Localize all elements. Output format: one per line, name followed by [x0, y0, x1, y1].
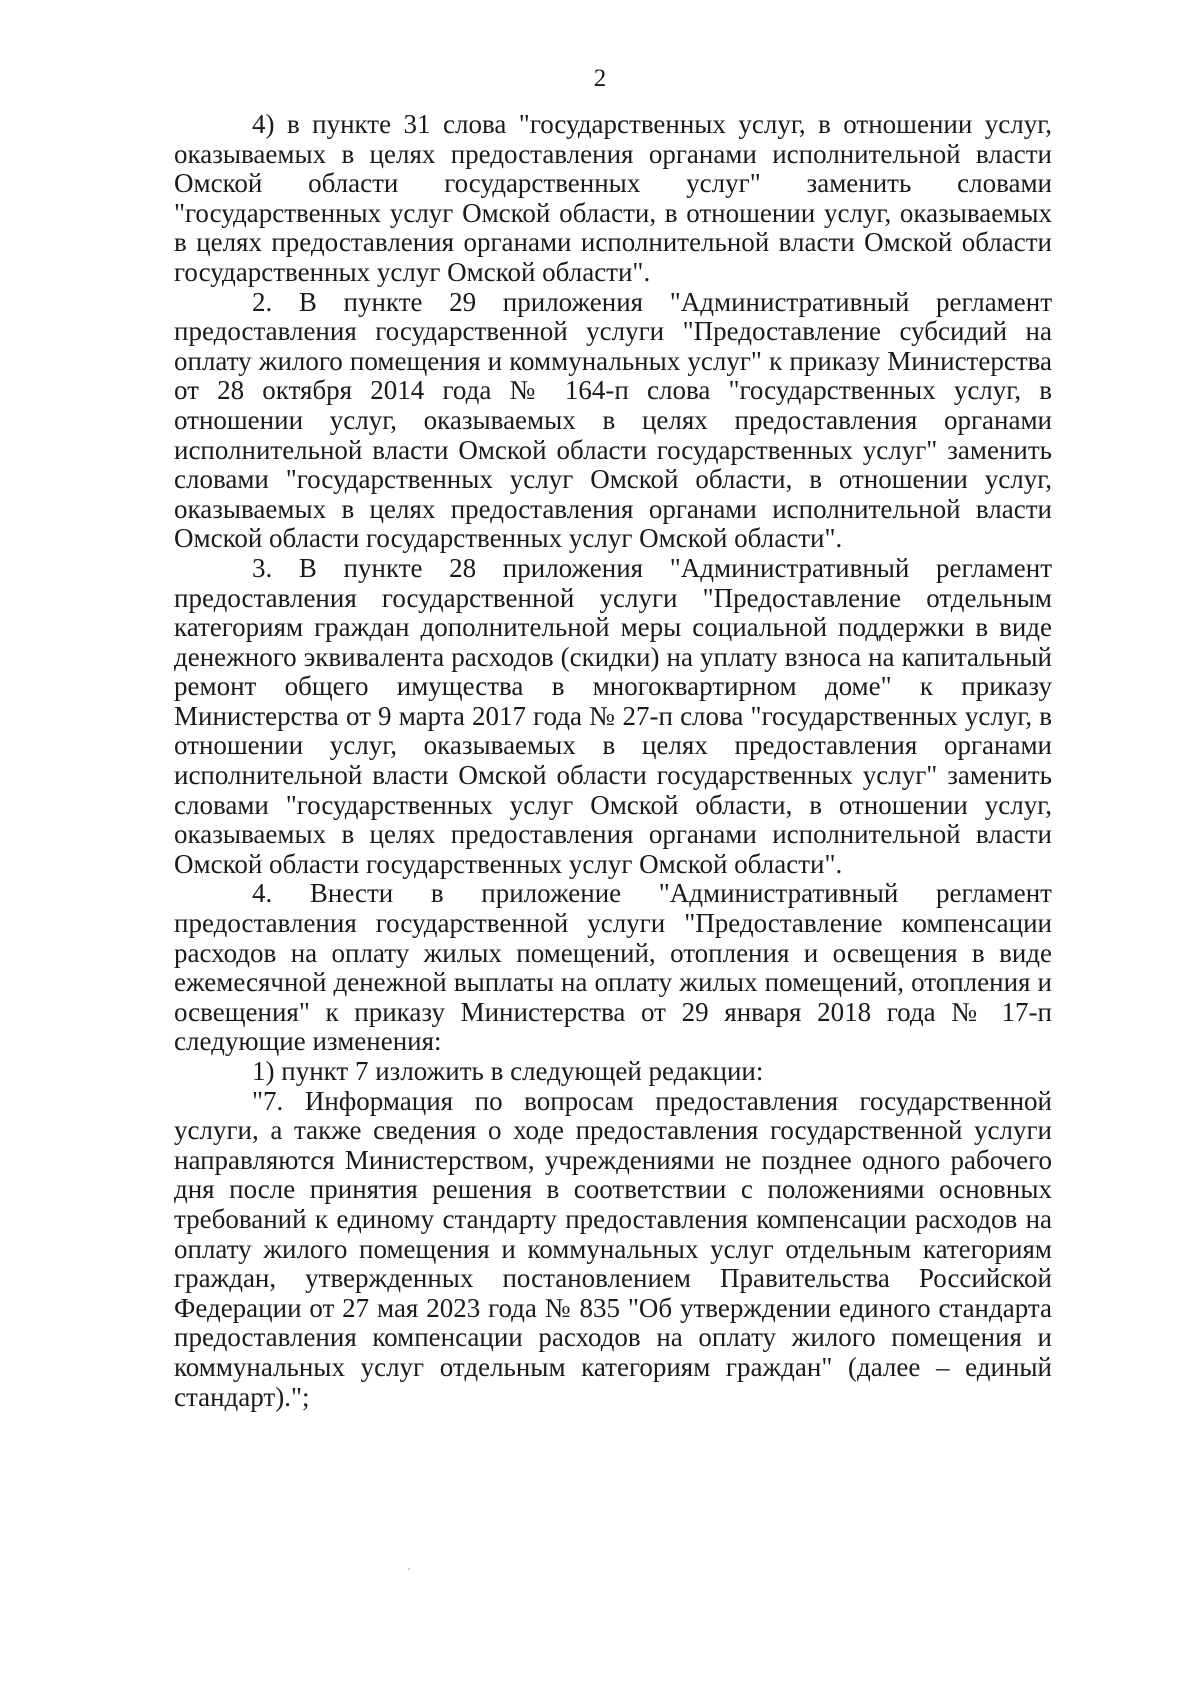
paragraph-section-4: 4. Внести в приложение "Административный регламент предоставления государственной услуги "Предоставление компенсации расходов на оплату жилых помещений, отопления и освещения в виде ежемесячной денежной выплаты на оплату жилых помещений, отопления и освещения" к приказу Министерства от 29 января 2018 года № 17-п следующие изменения: [174, 878, 1052, 1057]
paragraph-section-3: 3. В пункте 28 приложения "Административный регламент предоставления государственной услуги "Предоставление отдельным категориям граждан дополнительной меры социальной поддержки в виде денежного эквивалента расходов (скидки) на уплату взноса на капитальный ремонт общего имущества в многоквартирном доме" к приказу Министерства от 9 марта 2017 года № 27-п слова "государственных услуг, в отношении услуг, оказываемых в целях предоставления органами исполнительной власти Омской области государственных услуг" заменить словами "государственных услуг Омской области, в отношении услуг, оказываемых в целях предоставления органами исполнительной власти Омской области государственных услуг Омской области". [174, 552, 1052, 879]
paragraph-point-7-text: "7. Информация по вопросам предоставления государственной услуги, а также сведения о ходе предоставления государственной услуги направляются Министерством, учреждениями не позднее одного рабочего дня после принятия решения в соответствии с положениями основных требований к единому стандарту предоставления компенсации расходов на оплату жилого помещения и коммунальных услуг отдельным категориям граждан, утвержденных постановлением Правительства Российской Федерации от 27 мая 2023 года № 835 "Об утверждении единого стандарта предоставления компенсации расходов на оплату жилого помещения и коммунальных услуг отдельным категориям граждан" (далее – единый стандарт)."; [174, 1085, 1052, 1412]
page-number: 2 [593, 65, 607, 92]
paragraph-subitem-1: 1) пункт 7 изложить в следующей редакции: [252, 1056, 764, 1086]
paragraph-section-2: 2. В пункте 29 приложения "Административный регламент предоставления государственной услуги "Предоставление субсидий на оплату жилого помещения и коммунальных услуг" к приказу Министерства от 28 октября 2014 года № 164-п слова "государственных услуг, в отношении услуг, оказываемых в целях предоставления органами исполнительной власти Омской области государственных услуг" заменить словами "государственных услуг Омской области, в отношении услуг, оказываемых в целях предоставления органами исполнительной власти Омской области государственных услуг Омской области". [174, 286, 1052, 554]
paragraph-item-4-point-31: 4) в пункте 31 слова "государственных услуг, в отношении услуг, оказываемых в целях предоставления органами исполнительной власти Омской области государственных услуг" заменить словами "государственных услуг Омской области, в отношении услуг, оказываемых в целях предоставления органами исполнительной власти Омской области государственных услуг Омской области". [174, 109, 1052, 287]
scan-speck [408, 1568, 410, 1570]
document-body [174, 110, 1052, 1412]
